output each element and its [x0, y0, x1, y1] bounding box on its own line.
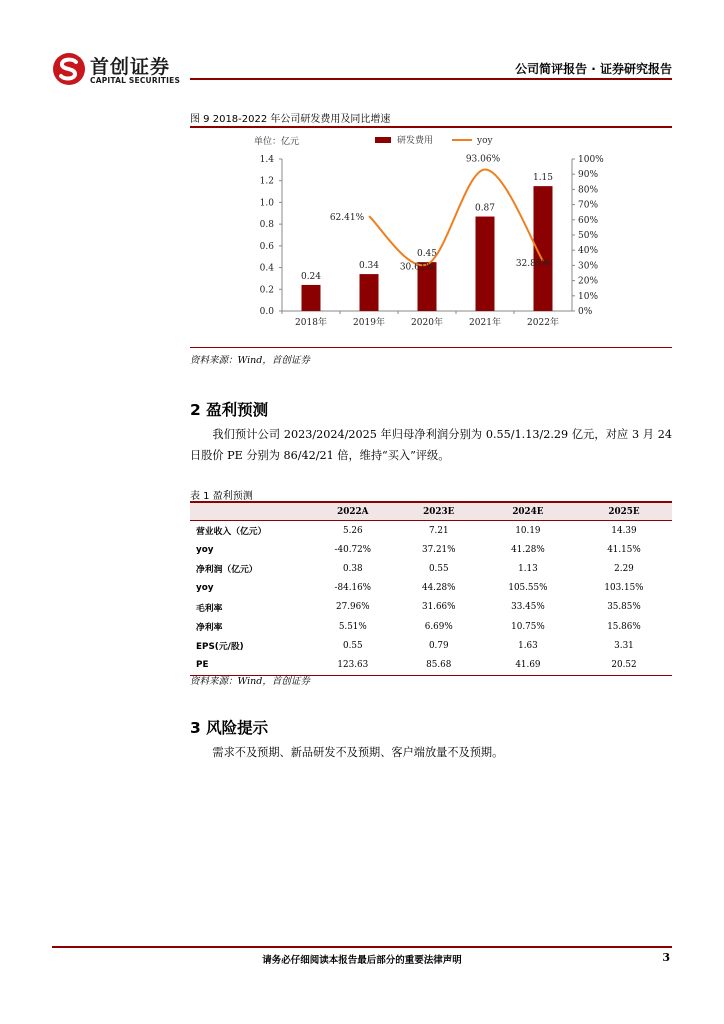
- line-data-label: 62.41%: [329, 213, 365, 224]
- y-left-tick-label: 0.0: [259, 307, 274, 317]
- y-left-tick-label: 0.2: [259, 285, 274, 296]
- footer-disclaimer: 请务必仔细阅读本报告最后部分的重要法律声明: [262, 955, 462, 966]
- row-label: 净利润（亿元）: [196, 565, 258, 576]
- figure-caption: 图 9 2018-2022 年公司研发费用及同比增速: [190, 114, 391, 125]
- table-cell: 0.79: [428, 640, 449, 651]
- table-caption: 表 1 盈利预测: [190, 491, 253, 502]
- y-left-tick-label: 0.8: [259, 220, 274, 231]
- table-cell: -84.16%: [334, 583, 372, 594]
- table-row: [190, 559, 672, 578]
- page-number: 3: [662, 951, 670, 964]
- bar-data-label: 0.24: [300, 271, 322, 282]
- bar-rd-expense: [302, 285, 321, 311]
- figure-source: 资料来源：Wind，首创证券: [190, 355, 310, 366]
- capital-securities-logo-icon: [52, 52, 86, 86]
- y-right-tick-label: 50%: [578, 231, 599, 241]
- company-logo: [52, 52, 192, 88]
- unit-label: 单位：亿元: [254, 137, 300, 147]
- row-label: 毛利率: [196, 603, 223, 614]
- table-cell: 85.68: [398, 655, 480, 675]
- table-cell: 41.28%: [511, 544, 545, 555]
- profit-forecast-table: [190, 501, 672, 676]
- row-label: 营业收入（亿元）: [196, 527, 267, 538]
- table-cell: 14.39: [611, 525, 637, 536]
- x-tick-label: 2022年: [527, 318, 559, 328]
- row-label: PE: [190, 655, 308, 675]
- table-cell: 7.21: [428, 525, 449, 536]
- legend-label-rd-expense: 研发费用: [397, 136, 434, 146]
- bar-rd-expense: [360, 274, 379, 311]
- table-cell: 37.21%: [421, 544, 456, 555]
- profit-forecast-paragraph: 我们预计公司 2023/2024/2025 年归母净利润分别为 0.55/1.13/2.29 亿元，对应 3 月 24 日股价 PE 分别为 86/42/21 倍，维持“买入”评级。: [190, 428, 672, 462]
- table-cell: 2.29: [614, 563, 634, 574]
- y-right-tick-label: 0%: [578, 307, 593, 317]
- table-row: [190, 540, 672, 559]
- table-cell: 105.55%: [508, 583, 548, 594]
- table-cell: 3.31: [614, 640, 634, 651]
- section-title-profit-forecast: 2 盈利预测: [190, 401, 269, 419]
- table-cell: -40.72%: [334, 544, 372, 555]
- bar-data-label: 0.45: [416, 249, 438, 260]
- table-cell: 15.86%: [607, 621, 641, 632]
- y-right-tick-label: 60%: [578, 215, 599, 226]
- table-cell: 0.55: [428, 563, 449, 574]
- risk-paragraph: 需求不及预期、新品研发不及预期、客户端放量不及预期。: [212, 746, 504, 759]
- table-header-row: [190, 502, 672, 521]
- table-cell: 35.85%: [607, 602, 641, 613]
- y-left-tick-label: 1.2: [259, 176, 274, 187]
- table-header-blank: [190, 502, 308, 521]
- line-yoy: [369, 170, 543, 266]
- table-source: 资料来源：Wind，首创证券: [190, 676, 310, 687]
- x-tick-label: 2018年: [295, 318, 327, 328]
- table-cell: 6.69%: [424, 621, 453, 632]
- table-cell: 41.69: [480, 655, 576, 675]
- bar-data-label: 1.15: [532, 173, 554, 184]
- y-right-tick-label: 20%: [578, 276, 599, 287]
- table-cell: 10.75%: [511, 621, 545, 632]
- y-right-tick-label: 10%: [578, 291, 599, 302]
- row-label: yoy: [196, 544, 214, 555]
- figure-bottom-rule: [190, 347, 672, 348]
- brand-name-en: CAPITAL SECURITIES: [90, 76, 181, 85]
- table-cell: 31.66%: [421, 602, 456, 613]
- table-header-cell: 2025E: [576, 502, 672, 521]
- y-right-tick-label: 70%: [578, 200, 599, 211]
- table-header-cell: 2023E: [398, 502, 480, 521]
- table-cell: 5.26: [343, 525, 363, 536]
- x-tick-label: 2019年: [353, 318, 385, 328]
- x-tick-label: 2020年: [411, 318, 443, 328]
- line-data-label: 32.85%: [515, 259, 551, 270]
- table-cell: 0.55: [343, 640, 363, 651]
- report-type: 公司简评报告 · 证券研究报告: [515, 62, 672, 76]
- header-divider: [190, 78, 672, 80]
- table-header-cell: 2024E: [480, 502, 576, 521]
- table-header-cell: 2022A: [308, 502, 398, 521]
- row-label: EPS(元/股): [196, 642, 244, 653]
- brand-name-cn: 首创证券: [90, 56, 171, 78]
- table-cell: 27.96%: [336, 602, 370, 613]
- table-cell: 0.38: [343, 563, 363, 574]
- legend-swatch-rd-expense: [375, 137, 391, 143]
- table-row: [190, 598, 672, 617]
- y-left-tick-label: 0.4: [259, 263, 274, 274]
- table-cell: 44.28%: [421, 583, 456, 594]
- bar-data-label: 0.34: [358, 261, 380, 272]
- line-data-label: 93.06%: [465, 154, 501, 165]
- y-left-tick-label: 1.4: [259, 155, 274, 165]
- y-right-tick-label: 100%: [578, 155, 604, 165]
- table-row: [190, 579, 672, 598]
- y-left-tick-label: 1.0: [259, 198, 274, 209]
- legend-label-yoy: yoy: [477, 136, 493, 146]
- footer-divider: [52, 946, 672, 948]
- table-cell: 123.63: [308, 655, 398, 675]
- table-cell: 1.13: [518, 563, 538, 574]
- table-cell: 10.19: [515, 525, 541, 536]
- y-left-tick-label: 0.6: [259, 241, 274, 252]
- y-right-tick-label: 40%: [578, 246, 599, 257]
- table-cell: 20.52: [576, 655, 672, 675]
- table-cell: 1.63: [518, 640, 538, 651]
- bar-data-label: 0.87: [474, 203, 496, 214]
- table-cell: 103.15%: [604, 583, 644, 594]
- row-label: yoy: [196, 583, 214, 594]
- y-right-tick-label: 30%: [578, 261, 599, 272]
- x-tick-label: 2021年: [469, 318, 501, 328]
- y-right-tick-label: 80%: [578, 185, 599, 196]
- table-row: [190, 636, 672, 655]
- section-title-risk: 3 风险提示: [190, 719, 269, 737]
- table-cell: 5.51%: [338, 621, 367, 632]
- table-row: [190, 617, 672, 636]
- table-row: [190, 521, 672, 541]
- row-label: 净利率: [196, 623, 223, 634]
- rd-expense-chart: [190, 128, 672, 346]
- table-cell: 41.15%: [607, 544, 641, 555]
- y-right-tick-label: 90%: [578, 170, 599, 181]
- bar-rd-expense: [476, 217, 495, 311]
- line-data-label: 30.61%: [399, 262, 435, 273]
- table-cell: 33.45%: [511, 602, 545, 613]
